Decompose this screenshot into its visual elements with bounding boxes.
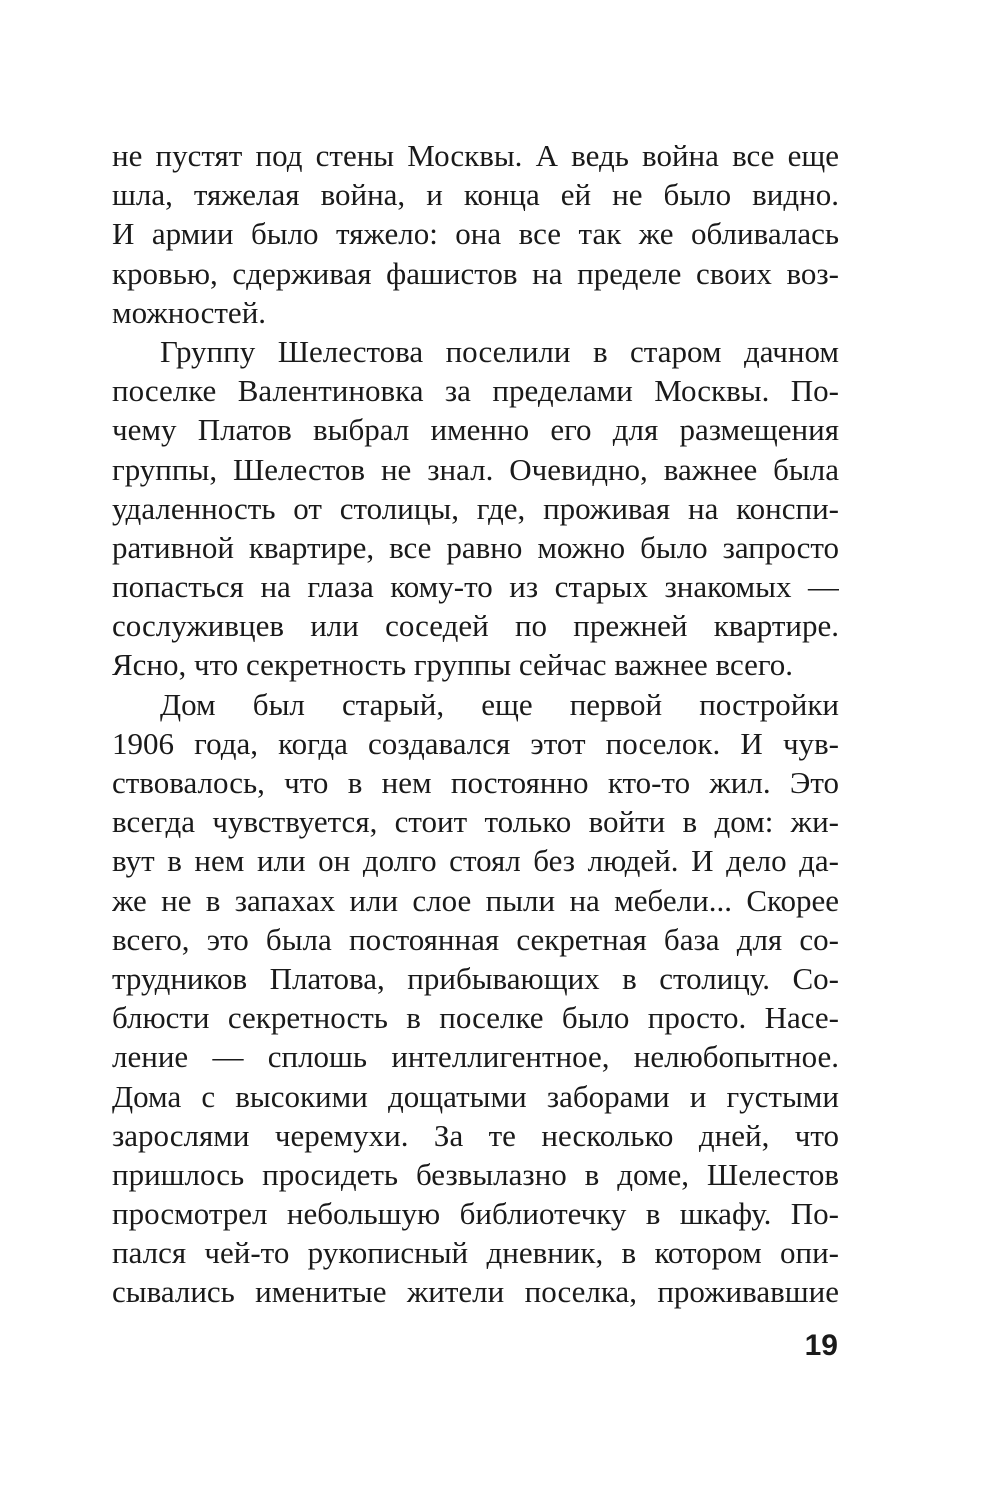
text-line: блюсти секретность в поселке было просто. Насе-	[112, 1000, 839, 1036]
text-line: 1906 года, когда создавался этот поселок. И чув-	[112, 725, 839, 761]
text-line: Ясно, что секретность группы сейчас важнее всего.	[112, 647, 794, 683]
text-line: ление — сплошь интеллигентное, нелюбопытное.	[112, 1039, 839, 1075]
text-line: сослуживцев или соседей по прежней квартире.	[112, 608, 839, 644]
text-line: чему Платов выбрал именно его для размещения	[112, 412, 839, 448]
text-line: же не в запахах или слое пыли на мебели... Скорее	[112, 882, 839, 918]
body-text	[112, 136, 839, 1312]
text-line: поселке Валентиновка за пределами Москвы. По-	[112, 373, 839, 409]
text-line: И армии было тяжело: она все так же обливалась	[112, 216, 839, 252]
text-line: трудников Платова, прибывающих в столицу. Со-	[112, 960, 839, 996]
text-line: не пустят под стены Москвы. А ведь война все еще	[112, 138, 839, 173]
text-line: вут в нем или он долго стоял без людей. И дело да-	[112, 843, 839, 879]
text-line: всего, это была постоянная секретная база для со-	[112, 921, 839, 957]
text-line: Дома с высокими дощатыми заборами и густыми	[112, 1078, 839, 1114]
text-line: можностей.	[112, 294, 267, 330]
paragraph-1	[112, 136, 839, 332]
paragraph-2	[112, 332, 839, 685]
text-line: группы, Шелестов не знал. Очевидно, важнее была	[112, 451, 839, 487]
text-line: Группу Шелестова поселили в старом дачном	[160, 333, 839, 369]
paragraph-3	[112, 685, 839, 1312]
text-line: пришлось просидеть безвылазно в доме, Шелестов	[112, 1156, 839, 1192]
text-line: кровью, сдерживая фашистов на пределе своих воз-	[112, 255, 839, 291]
text-line: ративной квартире, все равно можно было запросто	[112, 529, 839, 565]
text-line: удаленность от столицы, где, проживая на конспи-	[112, 490, 839, 526]
text-line: шла, тяжелая война, и конца ей не было видно.	[112, 177, 839, 213]
text-line: всегда чувствуется, стоит только войти в дом: жи-	[112, 804, 839, 840]
page-number: 19	[804, 1329, 838, 1362]
text-line: Дом был старый, еще первой постройки	[160, 686, 839, 722]
text-line: зарослями черемухи. За те несколько дней, что	[112, 1117, 839, 1153]
text-line: сывались именитые жители поселка, проживавшие	[112, 1274, 839, 1310]
text-line: попасться на глаза кому-то из старых знакомых —	[112, 569, 839, 605]
text-line: пался чей-то рукописный дневник, в котором опи-	[112, 1235, 839, 1271]
text-line: просмотрел небольшую библиотечку в шкафу. По-	[112, 1196, 839, 1232]
text-line: ствовалось, что в нем постоянно кто-то жил. Это	[112, 765, 839, 800]
